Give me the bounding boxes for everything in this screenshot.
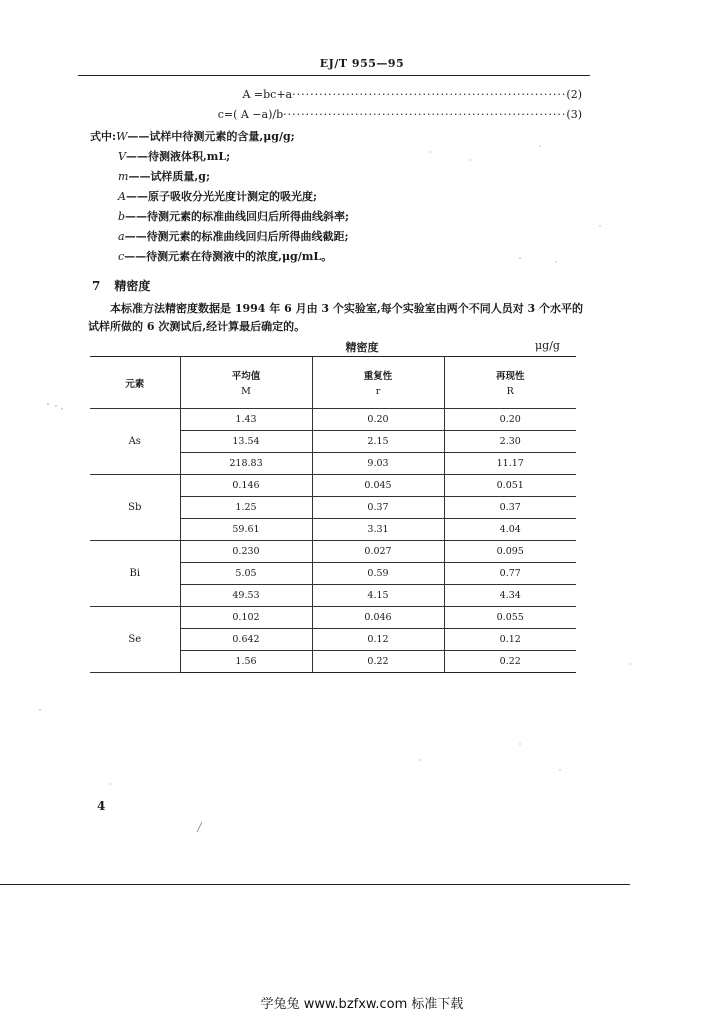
value-cell: 1.56 bbox=[180, 651, 312, 673]
symbol-definition bbox=[118, 148, 230, 164]
table-row bbox=[90, 409, 576, 431]
value-cell: 0.102 bbox=[180, 607, 312, 629]
symbol-definition bbox=[118, 248, 332, 264]
footer-watermark: 学兔兔 www.bzfxw.com 标准下载 bbox=[260, 997, 464, 1012]
value-cell: 218.83 bbox=[180, 453, 312, 475]
symbol-description: ——待测元素在待测液中的浓度,μg/mL。 bbox=[124, 250, 333, 263]
value-cell: 13.54 bbox=[180, 431, 312, 453]
column-header bbox=[90, 357, 180, 409]
value-cell: 0.230 bbox=[180, 541, 312, 563]
column-header-title: 平均值 bbox=[231, 371, 261, 382]
formula-number: (3) bbox=[566, 108, 582, 121]
symbol: m bbox=[118, 170, 129, 183]
formula-line bbox=[242, 88, 582, 101]
value-cell: 3.31 bbox=[312, 519, 444, 541]
column-header-title: 重复性 bbox=[363, 371, 393, 382]
symbol: c bbox=[118, 250, 125, 263]
value-cell: 0.12 bbox=[444, 629, 576, 651]
symbol-definition bbox=[118, 208, 349, 224]
section-number: 7 bbox=[92, 279, 101, 293]
value-cell: 0.045 bbox=[312, 475, 444, 497]
value-cell: 4.34 bbox=[444, 585, 576, 607]
section-title: 精密度 bbox=[114, 279, 151, 293]
value-cell: 5.05 bbox=[180, 563, 312, 585]
value-cell: 4.04 bbox=[444, 519, 576, 541]
value-cell: 0.051 bbox=[444, 475, 576, 497]
column-header bbox=[444, 357, 576, 409]
symbol-description: ——试样质量,g; bbox=[128, 170, 211, 183]
value-cell: 0.37 bbox=[444, 497, 576, 519]
symbol-definition bbox=[90, 128, 295, 144]
value-cell: 0.146 bbox=[180, 475, 312, 497]
value-cell: 0.22 bbox=[312, 651, 444, 673]
element-cell: Se bbox=[90, 607, 180, 673]
value-cell: 0.20 bbox=[444, 409, 576, 431]
table-unit: μg/g bbox=[535, 339, 560, 352]
column-header-symbol: R bbox=[506, 386, 514, 397]
table-body bbox=[90, 409, 576, 673]
element-cell: Sb bbox=[90, 475, 180, 541]
symbol-description: ——试样中待测元素的含量,μg/g; bbox=[127, 130, 295, 143]
formula-leader-dots: ····························································· bbox=[292, 88, 567, 101]
table-row bbox=[90, 475, 576, 497]
value-cell: 2.30 bbox=[444, 431, 576, 453]
symbol-description: ——待测元素的标准曲线回归后所得曲线截距; bbox=[124, 230, 349, 243]
column-header-symbol: r bbox=[375, 386, 381, 397]
value-cell: 9.03 bbox=[312, 453, 444, 475]
page-bottom-rule bbox=[0, 884, 630, 885]
symbol: V bbox=[118, 150, 126, 163]
symbol: A bbox=[118, 190, 126, 203]
value-cell: 0.642 bbox=[180, 629, 312, 651]
symbol-definition bbox=[118, 168, 210, 184]
table-row bbox=[90, 541, 576, 563]
value-cell: 2.15 bbox=[312, 431, 444, 453]
formula-line bbox=[218, 108, 582, 121]
table-caption: 精密度 bbox=[345, 341, 379, 354]
element-cell: As bbox=[90, 409, 180, 475]
column-header-title: 元素 bbox=[125, 378, 145, 390]
value-cell: 1.25 bbox=[180, 497, 312, 519]
symbol: a bbox=[118, 230, 125, 243]
column-header bbox=[312, 357, 444, 409]
formula-expression: A =bc+a bbox=[242, 88, 293, 101]
value-cell: 0.055 bbox=[444, 607, 576, 629]
page-number: 4 bbox=[97, 799, 106, 813]
precision-table bbox=[90, 356, 576, 673]
value-cell: 1.43 bbox=[180, 409, 312, 431]
symbol-description: ——待测元素的标准曲线回归后所得曲线斜率; bbox=[125, 210, 350, 223]
column-header-symbol: M bbox=[241, 386, 251, 397]
section-heading bbox=[92, 277, 150, 294]
value-cell: 0.046 bbox=[312, 607, 444, 629]
where-prefix: 式中: bbox=[90, 130, 117, 143]
value-cell: 0.59 bbox=[312, 563, 444, 585]
symbol-description: ——待测液体积,mL; bbox=[125, 150, 231, 163]
symbol: W bbox=[116, 130, 128, 143]
header-rule bbox=[78, 75, 590, 76]
formula-expression: c=( A −a)/b bbox=[217, 108, 284, 121]
standard-code-header: EJ/T 955—95 bbox=[319, 57, 405, 70]
column-header bbox=[180, 357, 312, 409]
value-cell: 11.17 bbox=[444, 453, 576, 475]
symbol-description: ——原子吸收分光光度计测定的吸光度; bbox=[125, 190, 318, 203]
formula-number: (2) bbox=[566, 88, 582, 101]
table-header-row bbox=[90, 357, 576, 409]
value-cell: 0.027 bbox=[312, 541, 444, 563]
value-cell: 0.22 bbox=[444, 651, 576, 673]
value-cell: 0.20 bbox=[312, 409, 444, 431]
formula-leader-dots: ······························································· bbox=[283, 108, 567, 121]
value-cell: 0.77 bbox=[444, 563, 576, 585]
table-row bbox=[90, 607, 576, 629]
value-cell: 0.37 bbox=[312, 497, 444, 519]
column-header-title: 再现性 bbox=[495, 371, 525, 382]
value-cell: 4.15 bbox=[312, 585, 444, 607]
value-cell: 59.61 bbox=[180, 519, 312, 541]
value-cell: 0.12 bbox=[312, 629, 444, 651]
element-cell: Bi bbox=[90, 541, 180, 607]
value-cell: 0.095 bbox=[444, 541, 576, 563]
symbol-definition bbox=[118, 228, 349, 244]
value-cell: 49.53 bbox=[180, 585, 312, 607]
symbol-definition bbox=[118, 188, 317, 204]
symbol: b bbox=[118, 210, 126, 223]
precision-paragraph: 本标准方法精密度数据是 1994 年 6 月由 3 个实验室,每个实验室由两个不同人员对 3 个水平的试样所做的 6 次测试后,经计算最后确定的。 bbox=[88, 302, 584, 333]
